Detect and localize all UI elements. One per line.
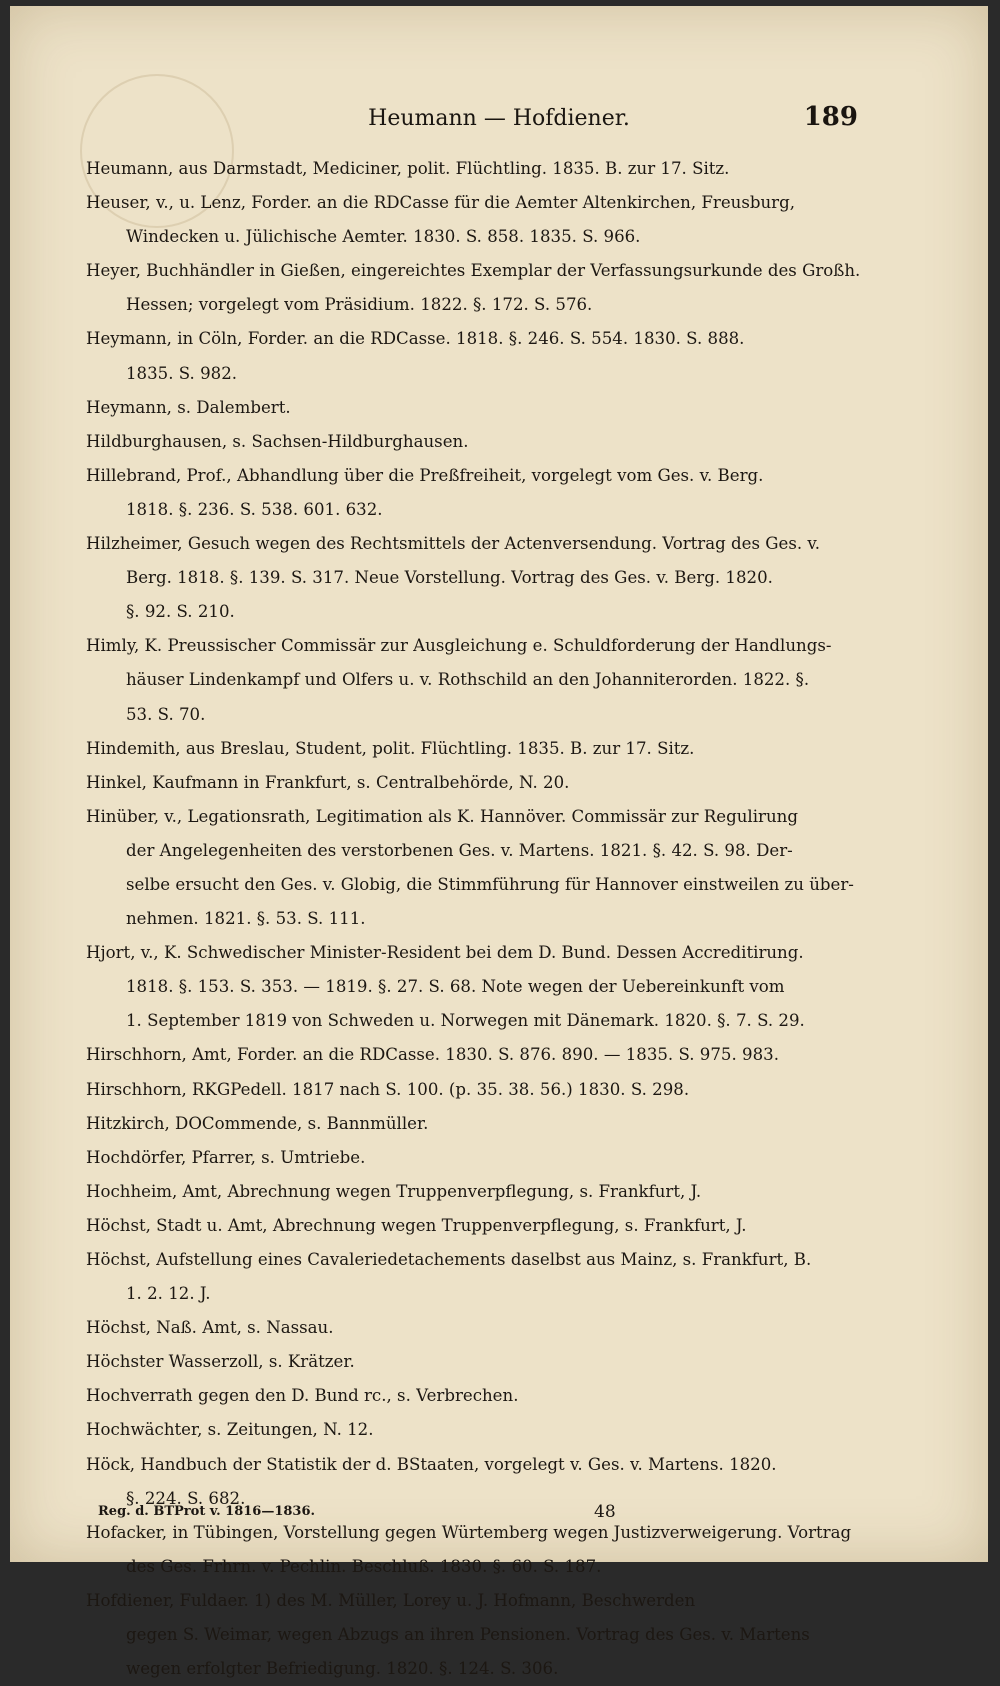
- index-entry: [86, 1311, 902, 1345]
- entry-line: häuser Lindenkampf und Olfers u. v. Rothschild an den Johanniterorden. 1822. §.: [126, 670, 810, 690]
- entry-line: Höchster Wasserzoll, s. Krätzer.: [86, 1352, 355, 1372]
- index-entry: [86, 1584, 902, 1686]
- signature-line: Reg. d. BTProt v. 1816—1836.: [98, 1504, 316, 1519]
- page-footer: [82, 1498, 902, 1528]
- entry-line: 1818. §. 236. S. 538. 601. 632.: [126, 499, 383, 519]
- entry-line: Hindemith, aus Breslau, Student, polit. Flüchtling. 1835. B. zur 17. Sitz.: [86, 738, 695, 758]
- entry-line: gegen S. Weimar, wegen Abzugs an ihren Pensionen. Vortrag des Ges. v. Martens: [126, 1625, 810, 1645]
- entry-line: 53. S. 70.: [126, 704, 206, 724]
- entry-line: Hofdiener, Fuldaer. 1) des M. Müller, Lorey u. J. Hofmann, Beschwerden: [86, 1590, 696, 1610]
- entry-line: 1. September 1819 von Schweden u. Norwegen mit Dänemark. 1820. §. 7. S. 29.: [126, 1011, 805, 1031]
- entry-line: §. 92. S. 210.: [126, 602, 235, 622]
- index-entry: [86, 1413, 902, 1447]
- entry-line: Heyer, Buchhändler in Gießen, eingereichtes Exemplar der Verfassungsurkunde des Großh.: [86, 261, 861, 281]
- entry-line: Windecken u. Jülichische Aemter. 1830. S. 858. 1835. S. 966.: [126, 227, 641, 247]
- index-entry: [86, 322, 902, 390]
- book-page: [10, 6, 988, 1679]
- entry-line: nehmen. 1821. §. 53. S. 111.: [126, 909, 366, 929]
- entry-line: Berg. 1818. §. 139. S. 317. Neue Vorstellung. Vortrag des Ges. v. Berg. 1820.: [126, 568, 773, 588]
- entry-line: Hofacker, in Tübingen, Vorstellung gegen Würtemberg wegen Justizverweigerung. Vortrag: [86, 1522, 852, 1542]
- entry-line: Hilzheimer, Gesuch wegen des Rechtsmittels der Actenversendung. Vortrag des Ges. v.: [86, 534, 821, 554]
- index-entry: [86, 766, 902, 800]
- entry-line: Heymann, in Cöln, Forder. an die RDCasse. 1818. §. 246. S. 554. 1830. S. 888.: [86, 329, 745, 349]
- entry-line: Höchst, Naß. Amt, s. Nassau.: [86, 1318, 334, 1338]
- entry-line: wegen erfolgter Befriedigung. 1820. §. 124. S. 306.: [126, 1659, 559, 1679]
- entry-line: §. 224. S. 682.: [126, 1488, 246, 1508]
- index-entry: [86, 1073, 902, 1107]
- entry-line: Heuser, v., u. Lenz, Forder. an die RDCasse für die Aemter Altenkirchen, Freusburg,: [86, 193, 795, 213]
- entry-line: Hochheim, Amt, Abrechnung wegen Truppenverpflegung, s. Frankfurt, J.: [86, 1181, 702, 1201]
- index-entry: [86, 1107, 902, 1141]
- index-entry: [86, 186, 902, 254]
- entry-line: Heumann, aus Darmstadt, Mediciner, polit. Flüchtling. 1835. B. zur 17. Sitz.: [86, 159, 730, 178]
- entry-line: Heymann, s. Dalembert.: [86, 397, 291, 417]
- entry-line: Hildburghausen, s. Sachsen-Hildburghausen.: [86, 431, 469, 451]
- index-entry: [86, 936, 902, 1038]
- index-entry: [86, 1209, 902, 1243]
- entry-line: Hinkel, Kaufmann in Frankfurt, s. Centralbehörde, N. 20.: [86, 772, 570, 792]
- page-header: [10, 102, 988, 138]
- sheet-signature: 48: [594, 1502, 616, 1522]
- index-entry: [86, 527, 902, 629]
- entry-line: Hitzkirch, DOCommende, s. Bannmüller.: [86, 1113, 429, 1133]
- index-entry: [86, 800, 902, 936]
- index-entry: [86, 425, 902, 459]
- entry-line: 1818. §. 153. S. 353. — 1819. §. 27. S. 68. Note wegen der Uebereinkunft vom: [126, 977, 785, 997]
- index-entry: [86, 1243, 902, 1311]
- entry-line: Hirschhorn, Amt, Forder. an die RDCasse. 1830. S. 876. 890. — 1835. S. 975. 983.: [86, 1045, 779, 1065]
- entry-line: Hirschhorn, RKGPedell. 1817 nach S. 100. (p. 35. 38. 56.) 1830. S. 298.: [86, 1079, 690, 1099]
- entry-line: Hochdörfer, Pfarrer, s. Umtriebe.: [86, 1147, 366, 1167]
- entry-line: der Angelegenheiten des verstorbenen Ges. v. Martens. 1821. §. 42. S. 98. Der-: [126, 840, 793, 860]
- entry-line: Hessen; vorgelegt vom Präsidium. 1822. §. 172. S. 576.: [126, 295, 593, 315]
- index-entry: [86, 629, 902, 731]
- index-entry: [86, 1141, 902, 1175]
- entry-line: Höck, Handbuch der Statistik der d. BStaaten, vorgelegt v. Ges. v. Martens. 1820.: [86, 1454, 777, 1474]
- index-entry: [86, 1379, 902, 1413]
- entry-line: des Ges. Frhrn. v. Pechlin. Beschluß. 1830. §. 60. S. 187.: [126, 1556, 602, 1576]
- entry-line: Hochverrath gegen den D. Bund rc., s. Verbrechen.: [86, 1386, 519, 1406]
- entry-line: Höchst, Aufstellung eines Cavaleriedetachements daselbst aus Mainz, s. Frankfurt, B.: [86, 1250, 812, 1269]
- index-entry: [86, 391, 902, 425]
- index-entries: [86, 152, 902, 1686]
- index-entry: [86, 1345, 902, 1379]
- index-entry: [86, 1038, 902, 1072]
- index-entry: [86, 1175, 902, 1209]
- entry-line: Höchst, Stadt u. Amt, Abrechnung wegen Truppenverpflegung, s. Frankfurt, J.: [86, 1215, 747, 1235]
- index-entry: [86, 732, 902, 766]
- entry-line: Hjort, v., K. Schwedischer Minister-Resident bei dem D. Bund. Dessen Accreditirung.: [86, 943, 804, 963]
- index-entry: [86, 254, 902, 322]
- index-entry: [86, 152, 902, 186]
- page-number: 189: [803, 102, 858, 132]
- entry-line: Himly, K. Preussischer Commissär zur Ausgleichung e. Schuldforderung der Handlungs-: [86, 636, 832, 656]
- entry-line: Hinüber, v., Legationsrath, Legitimation als K. Hannöver. Commissär zur Regulirung: [86, 806, 798, 826]
- entry-line: selbe ersucht den Ges. v. Globig, die Stimmführung für Hannover einstweilen zu über-: [126, 874, 854, 894]
- index-entry: [86, 459, 902, 527]
- entry-line: 1. 2. 12. J.: [126, 1284, 211, 1304]
- entry-line: Hillebrand, Prof., Abhandlung über die Preßfreiheit, vorgelegt vom Ges. v. Berg.: [86, 465, 764, 485]
- entry-line: Hochwächter, s. Zeitungen, N. 12.: [86, 1420, 374, 1440]
- entry-line: 1835. S. 982.: [126, 363, 238, 383]
- running-title: Heumann — Hofdiener.: [368, 106, 630, 131]
